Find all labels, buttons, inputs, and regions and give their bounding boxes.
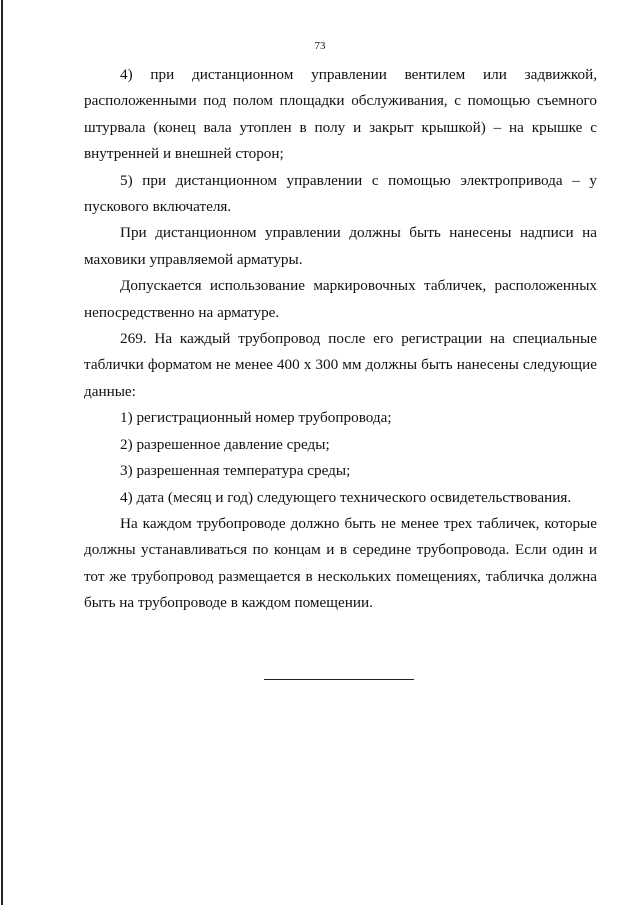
paragraph-item-4: 4) при дистанционном управлении вентилем или задвижкой, расположенными под полом площадки обслуживания, с помощью съемного штурвала (конец вала утоплен в полу и закрыт крышкой) – на крышке с внутренней и внешней сторон; bbox=[84, 66, 597, 163]
list-item-registration-number: 1) регистрационный номер трубопровода; bbox=[120, 409, 392, 427]
paragraph-section-269: 269. На каждый трубопровод после его регистрации на специальные таблички форматом не менее 400 х 300 мм должны быть нанесены следующие данные: bbox=[84, 330, 597, 400]
list-item-permitted-temperature: 3) разрешенная температура среды; bbox=[120, 462, 351, 480]
list-item-permitted-pressure: 2) разрешенное давление среды; bbox=[120, 435, 330, 453]
end-separator-line bbox=[264, 679, 414, 680]
paragraph-remote-control-labels: При дистанционном управлении должны быть нанесены надписи на маховики управляемой арматуры. bbox=[84, 224, 597, 268]
paragraph-marking-plates: Допускается использование маркировочных табличек, расположенных непосредственно на арматуре. bbox=[84, 277, 597, 321]
paragraph-item-5: 5) при дистанционном управлении с помощью электропривода – у пускового включателя. bbox=[84, 171, 597, 216]
page-number: 73 bbox=[314, 40, 326, 52]
page-edge bbox=[1, 0, 3, 905]
document-body bbox=[84, 62, 597, 617]
paragraph-plates-count: На каждом трубопроводе должно быть не менее трех табличек, которые должны устанавливаться по концам и в середине трубопровода. Если один и тот же трубопровод размещается в нескольких помещениях, табличка должна быть на трубопроводе в каждом помещении. bbox=[84, 514, 597, 612]
list-item-inspection-date: 4) дата (месяц и год) следующего технического освидетельствования. bbox=[120, 488, 572, 506]
